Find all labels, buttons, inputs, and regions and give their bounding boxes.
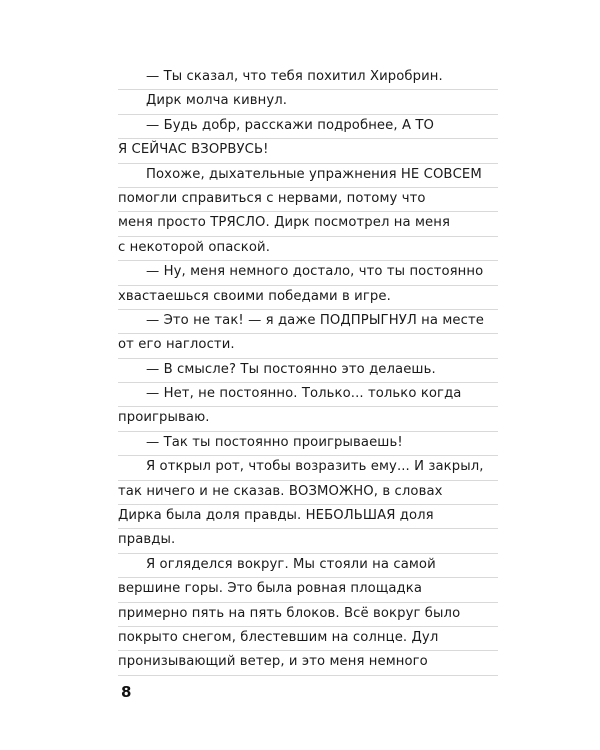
text-line: — Ты сказал, что тебя похитил Хиробрин. <box>118 66 498 90</box>
page-number: 8 <box>121 683 132 701</box>
text-line: — Ну, меня немного достало, что ты постоянно <box>118 261 498 285</box>
text-line: Дирк молча кивнул. <box>118 90 498 114</box>
text-line: меня просто ТРЯСЛО. Дирк посмотрел на меня <box>118 212 498 236</box>
text-line: с некоторой опаской. <box>118 237 498 261</box>
text-line: Я открыл рот, чтобы возразить ему... И закрыл, <box>118 456 498 480</box>
text-line: покрыто снегом, блестевшим на солнце. Дул <box>118 627 498 651</box>
text-line: хвастаешься своими победами в игре. <box>118 286 498 310</box>
text-line: Я СЕЙЧАС ВЗОРВУСЬ! <box>118 139 498 163</box>
text-line: вершине горы. Это была ровная площадка <box>118 578 498 602</box>
text-line: помогли справиться с нервами, потому что <box>118 188 498 212</box>
text-line: — Так ты постоянно проигрываешь! <box>118 432 498 456</box>
text-line: Дирка была доля правды. НЕБОЛЬШАЯ доля <box>118 505 498 529</box>
text-line: Похоже, дыхательные упражнения НЕ СОВСЕМ <box>118 164 498 188</box>
text-line: так ничего и не сказав. ВОЗМОЖНО, в словах <box>118 481 498 505</box>
text-line: пронизывающий ветер, и это меня немного <box>118 651 498 675</box>
text-line: примерно пять на пять блоков. Всё вокруг было <box>118 603 498 627</box>
text-line: Я огляделся вокруг. Мы стояли на самой <box>118 554 498 578</box>
text-line: — В смысле? Ты постоянно это делаешь. <box>118 359 498 383</box>
text-line: — Нет, не постоянно. Только... только когда <box>118 383 498 407</box>
text-line: правды. <box>118 529 498 553</box>
text-line: — Это не так! — я даже ПОДПРЫГНУЛ на месте <box>118 310 498 334</box>
text-line: от его наглости. <box>118 334 498 358</box>
text-line: — Будь добр, расскажи подробнее, А ТО <box>118 115 498 139</box>
text-body <box>118 66 498 676</box>
text-line: проигрываю. <box>118 407 498 431</box>
